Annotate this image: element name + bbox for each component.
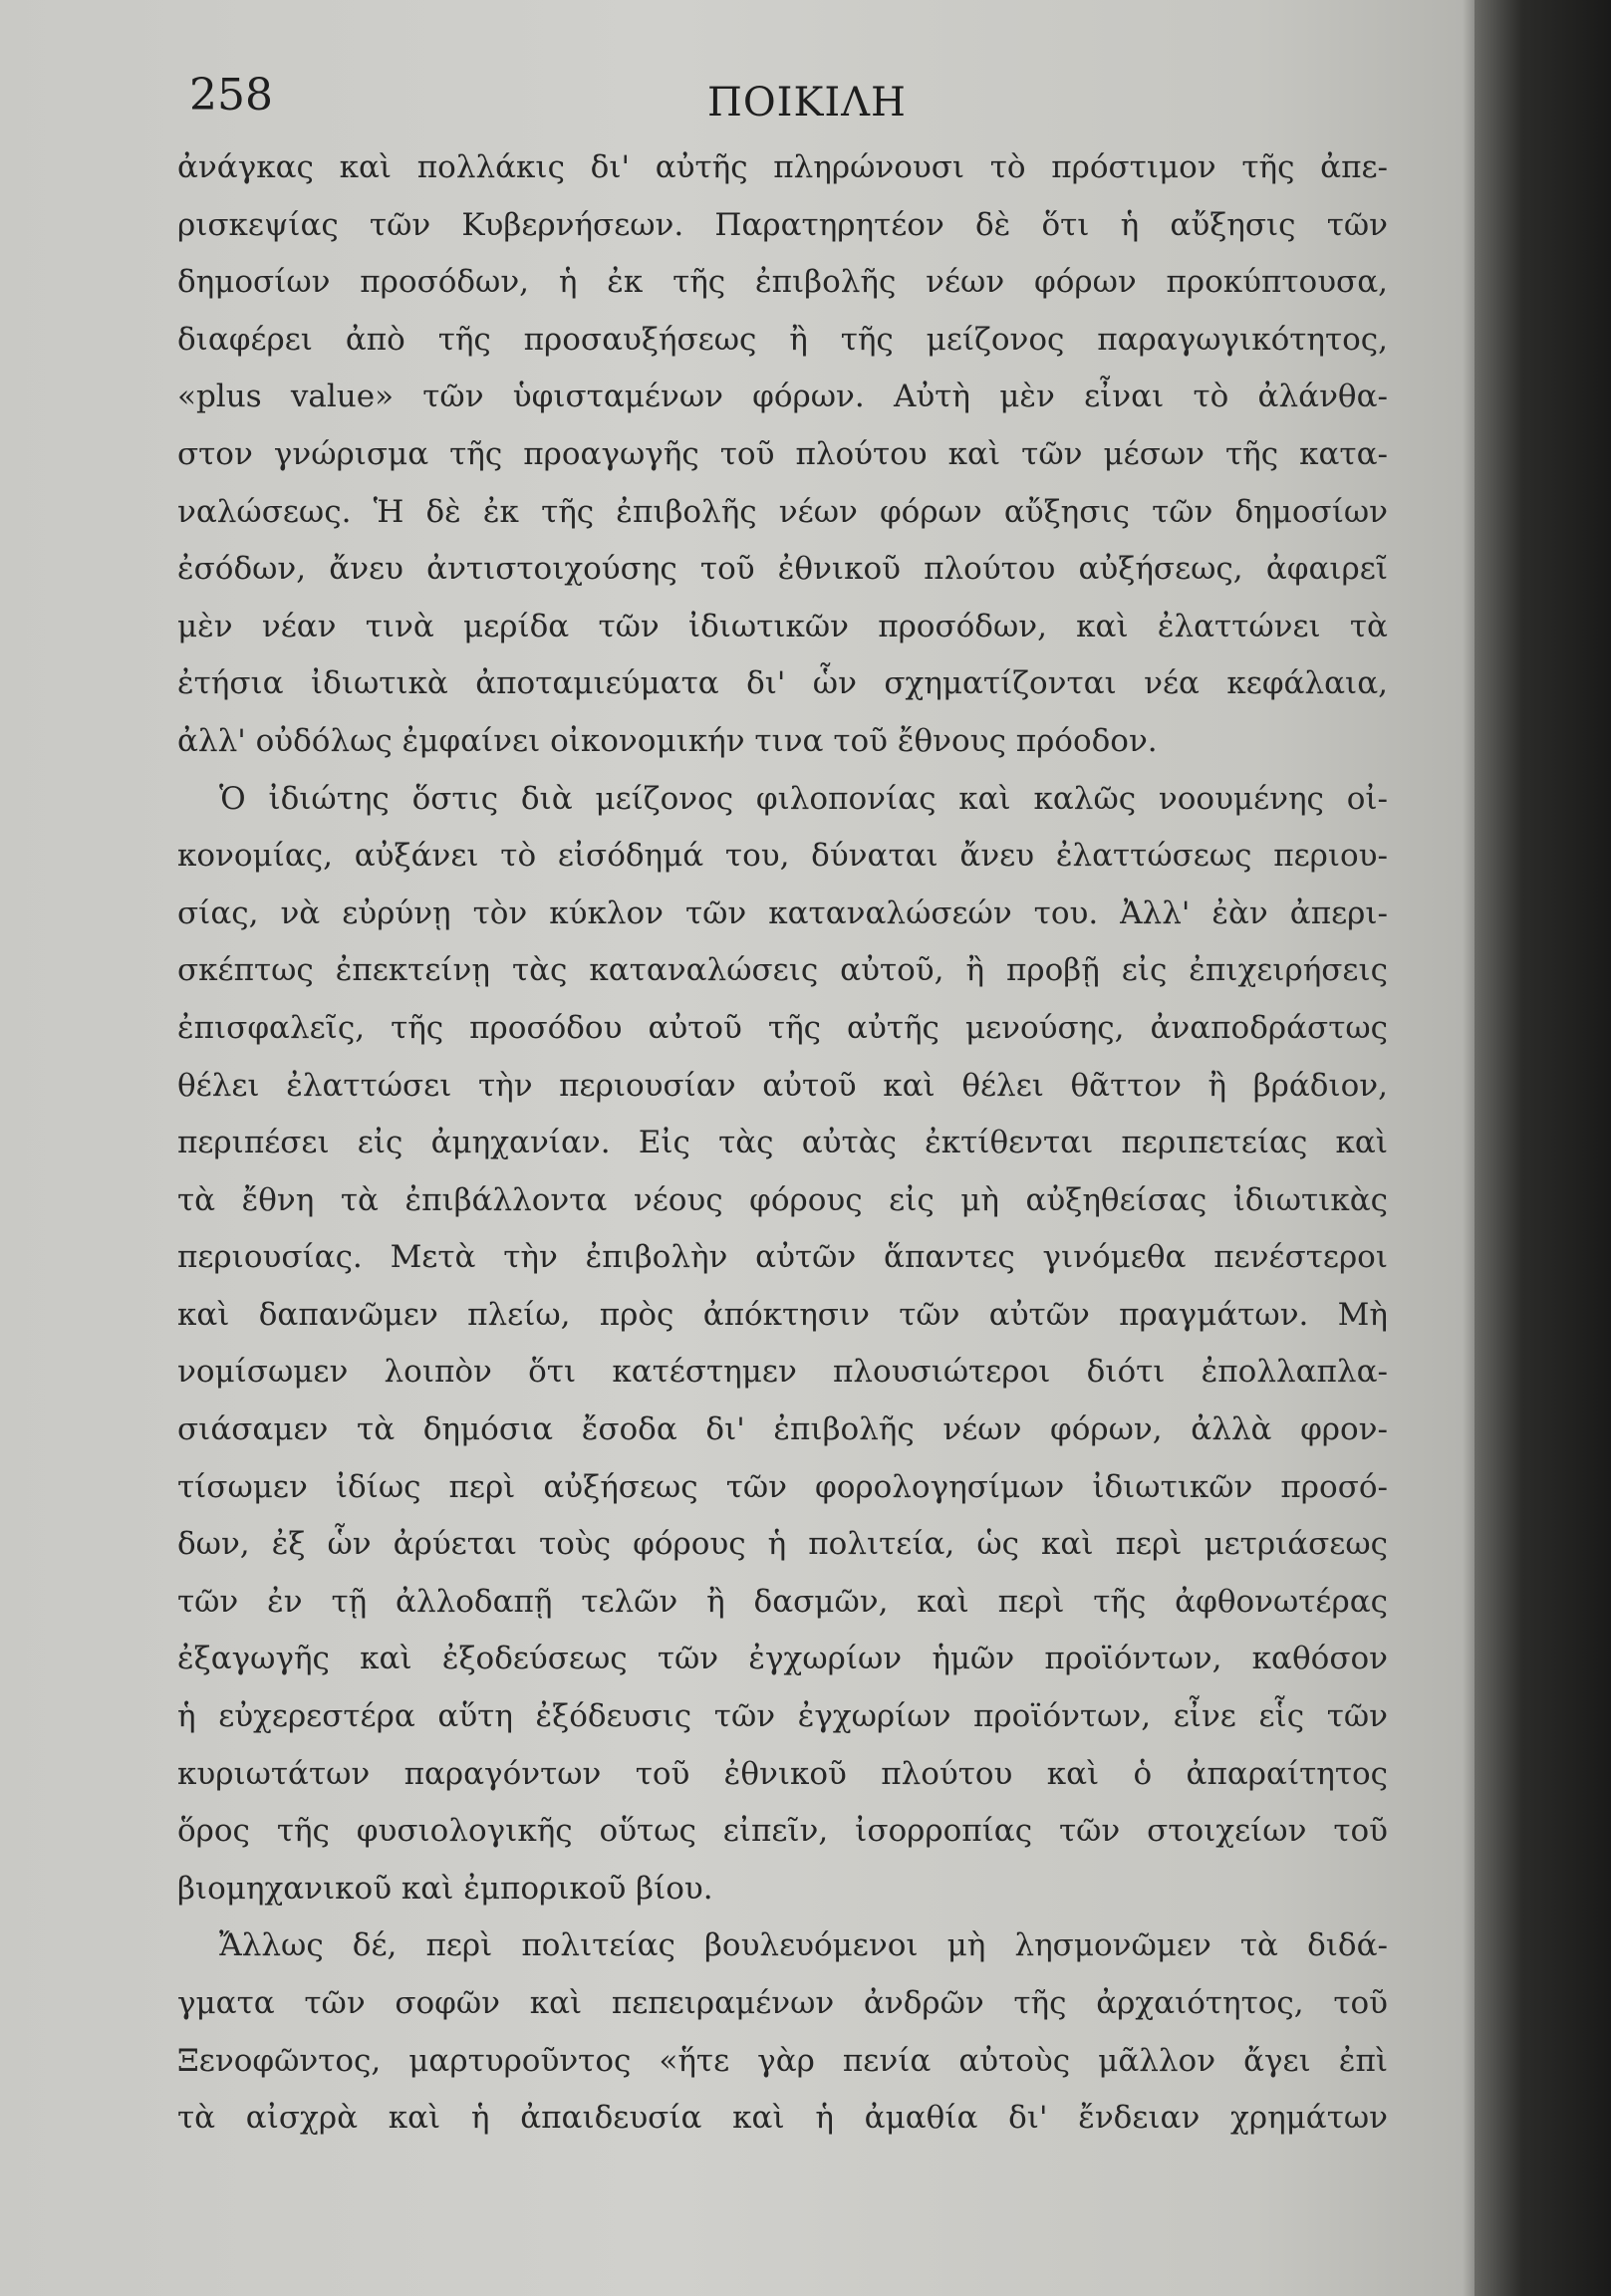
page-number: 258	[189, 70, 273, 121]
text-line: γματα τῶν σοφῶν καὶ πεπειραμένων ἀνδρῶν τῆς ἀρχαιότητος, τοῦ	[177, 1985, 1388, 2021]
text-line: κυριωτάτων παραγόντων τοῦ ἐθνικοῦ πλούτου καὶ ὁ ἀπαραίτητος	[177, 1755, 1388, 1792]
text-line: ἐσόδων, ἄνευ ἀντιστοιχούσης τοῦ ἐθνικοῦ πλούτου αὐξήσεως, ἀφαιρεῖ	[177, 551, 1388, 588]
text-line: καὶ δαπανῶμεν πλείω, πρὸς ἀπόκτησιν τῶν αὐτῶν πραγμάτων. Μὴ	[177, 1296, 1388, 1333]
text-line: τίσωμεν ἰδίως περὶ αὐξήσεως τῶν φορολογησίμων ἰδιωτικῶν προσό-	[177, 1468, 1388, 1505]
text-line: «plus value» τῶν ὑφισταμένων φόρων. Αὐτὴ μὲν εἶναι τὸ ἀλάνθα-	[177, 379, 1388, 415]
body-text	[177, 139, 1388, 2148]
text-line: κονομίας, αὐξάνει τὸ εἰσόδημά του, δύναται ἄνευ ἐλαττώσεως περιου-	[177, 838, 1388, 875]
text-line: τὰ αἰσχρὰ καὶ ἡ ἀπαιδευσία καὶ ἡ ἀμαθία δι' ἔνδειαν χρημάτων	[177, 2100, 1388, 2137]
text-line: Ξενοφῶντος, μαρτυροῦντος «ἥτε γὰρ πενία αὐτοὺς μᾶλλον ἄγει ἐπὶ	[177, 2042, 1388, 2079]
text-line: περιπέσει εἰς ἀμηχανίαν. Εἰς τὰς αὐτὰς ἐκτίθενται περιπετείας καὶ	[177, 1125, 1388, 1161]
text-line: μὲν νέαν τινὰ μερίδα τῶν ἰδιωτικῶν προσόδων, καὶ ἐλαττώνει τὰ	[177, 608, 1388, 644]
text-line: ναλώσεως. Ἡ δὲ ἐκ τῆς ἐπιβολῆς νέων φόρων αὔξησις τῶν δημοσίων	[177, 493, 1388, 530]
running-title: ΠΟΙΚΙΛΗ	[707, 80, 907, 126]
text-line: στον γνώρισμα τῆς προαγωγῆς τοῦ πλούτου καὶ τῶν μέσων τῆς κατα-	[177, 435, 1388, 472]
text-line: θέλει ἐλαττώσει τὴν περιουσίαν αὐτοῦ καὶ θέλει θᾶττον ἢ βράδιον,	[177, 1067, 1388, 1104]
paragraph-start-line: Ὁ ἰδιώτης ὅστις διὰ μείζονος φιλοπονίας καὶ καλῶς νοουμένης οἰ-	[219, 780, 1388, 817]
text-line: σκέπτως ἐπεκτείνῃ τὰς καταναλώσεις αὐτοῦ, ἢ προβῇ εἰς ἐπιχειρήσεις	[177, 952, 1388, 989]
page-header	[189, 70, 1425, 139]
text-line: ἐπισφαλεῖς, τῆς προσόδου αὐτοῦ τῆς αὐτῆς μενούσης, ἀναποδράστως	[177, 1009, 1388, 1046]
text-line: ἐτήσια ἰδιωτικὰ ἀποταμιεύματα δι' ὧν σχηματίζονται νέα κεφάλαια,	[177, 665, 1388, 702]
paragraph-end-line: βιομηχανικοῦ καὶ ἐμπορικοῦ βίου.	[177, 1870, 713, 1907]
paragraph-start-line: Ἄλλως δέ, περὶ πολιτείας βουλευόμενοι μὴ λησμονῶμεν τὰ διδά-	[219, 1927, 1388, 1964]
text-line: δων, ἐξ ὧν ἀρύεται τοὺς φόρους ἡ πολιτεία, ὡς καὶ περὶ μετριάσεως	[177, 1526, 1388, 1563]
text-line: νομίσωμεν λοιπὸν ὅτι κατέστημεν πλουσιώτεροι διότι ἐπολλαπλα-	[177, 1354, 1388, 1391]
text-line: περιουσίας. Μετὰ τὴν ἐπιβολὴν αὐτῶν ἅπαντες γινόμεθα πενέστεροι	[177, 1239, 1388, 1276]
book-spine	[1475, 0, 1611, 2296]
text-line: τὰ ἔθνη τὰ ἐπιβάλλοντα νέους φόρους εἰς μὴ αὐξηθείσας ἰδιωτικὰς	[177, 1181, 1388, 1218]
text-line: σιάσαμεν τὰ δημόσια ἔσοδα δι' ἐπιβολῆς νέων φόρων, ἀλλὰ φρον-	[177, 1411, 1388, 1448]
text-line: διαφέρει ἀπὸ τῆς προσαυξήσεως ἢ τῆς μείζονος παραγωγικότητος,	[177, 321, 1388, 358]
text-line: ἀνάγκας καὶ πολλάκις δι' αὐτῆς πληρώνουσι τὸ πρόστιμον τῆς ἀπε-	[177, 149, 1388, 185]
text-line: τῶν ἐν τῇ ἀλλοδαπῇ τελῶν ἢ δασμῶν, καὶ περὶ τῆς ἀφθονωτέρας	[177, 1583, 1388, 1620]
text-line: δημοσίων προσόδων, ἡ ἐκ τῆς ἐπιβολῆς νέων φόρων προκύπτουσα,	[177, 264, 1388, 301]
text-line: ἐξαγωγῆς καὶ ἐξοδεύσεως τῶν ἐγχωρίων ἡμῶν προϊόντων, καθόσον	[177, 1641, 1388, 1677]
text-line: ἡ εὐχερεστέρα αὕτη ἐξόδευσις τῶν ἐγχωρίων προϊόντων, εἶνε εἷς τῶν	[177, 1698, 1388, 1735]
text-line: σίας, νὰ εὐρύνῃ τὸν κύκλον τῶν καταναλώσεών του. Ἀλλ' ἐὰν ἀπερι-	[177, 894, 1388, 931]
paragraph-end-line: ἀλλ' οὐδόλως ἐμφαίνει οἰκονομικήν τινα τοῦ ἔθνους πρόοδον.	[177, 722, 1158, 759]
text-line: ὅρος τῆς φυσιολογικῆς οὕτως εἰπεῖν, ἰσορροπίας τῶν στοιχείων τοῦ	[177, 1813, 1388, 1850]
text-line: ρισκεψίας τῶν Κυβερνήσεων. Παρατηρητέον δὲ ὅτι ἡ αὔξησις τῶν	[177, 206, 1388, 243]
